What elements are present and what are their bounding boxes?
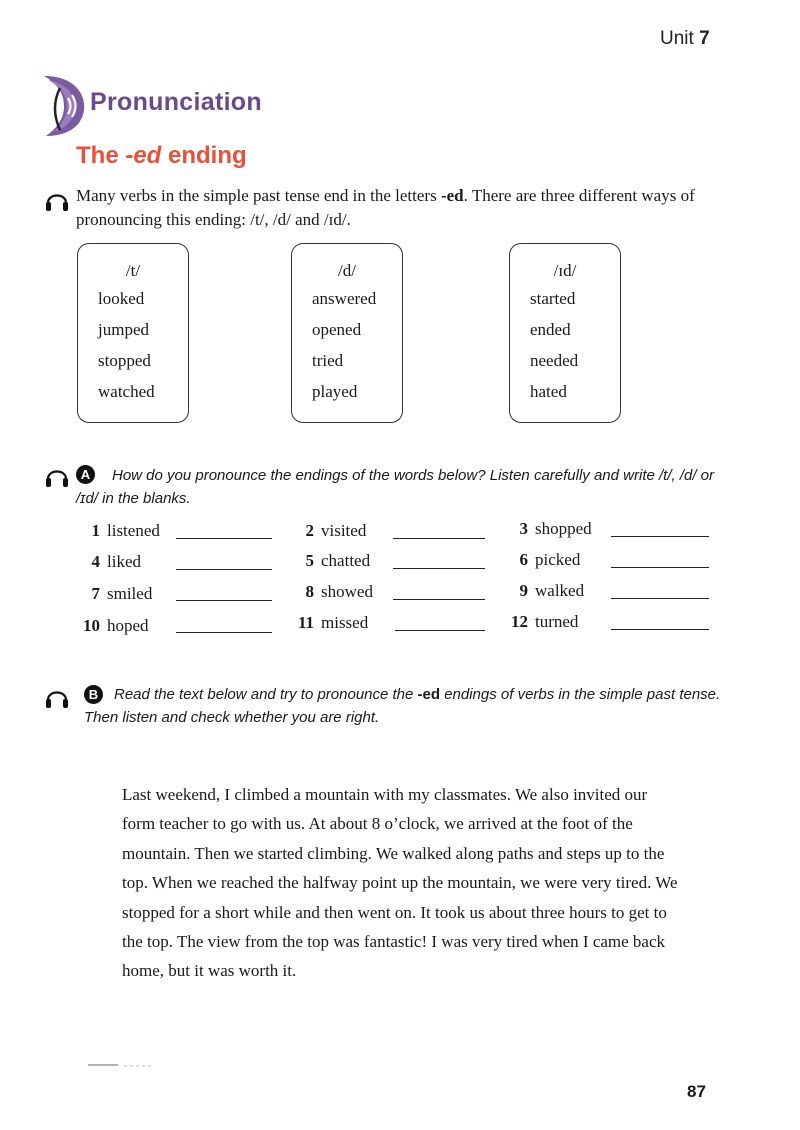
- subtitle-emphasis: -ed: [125, 142, 162, 169]
- box-word: started: [530, 289, 576, 308]
- answer-blank[interactable]: [176, 538, 272, 539]
- exercise-b-badge: B: [84, 685, 103, 704]
- box-word: watched: [98, 382, 155, 401]
- box-heading: /ɪd/: [553, 261, 577, 280]
- answer-blank[interactable]: [611, 629, 709, 630]
- exercise-item: 12 turned: [511, 612, 579, 631]
- word-box-id: [509, 243, 621, 423]
- box-word: hated: [530, 382, 567, 401]
- exercise-a-badge: A: [76, 465, 95, 484]
- exercise-item: 2 visited: [305, 521, 367, 540]
- box-word: tried: [312, 351, 344, 370]
- exercise-item: 11 missed: [297, 613, 369, 632]
- headphones-icon: [44, 463, 70, 489]
- answer-blank[interactable]: [393, 538, 485, 539]
- box-word: ended: [530, 320, 571, 339]
- answer-blank[interactable]: [176, 632, 272, 633]
- answer-blank[interactable]: [611, 536, 709, 537]
- answer-blank[interactable]: [393, 599, 485, 600]
- box-heading: /t/: [125, 261, 141, 280]
- page-number: 87: [687, 1082, 706, 1101]
- exercise-a-instruction: How do you pronounce the endings of the words below? Listen carefully and write /t/, /d/ or /ɪd/ in the blanks.: [76, 467, 715, 507]
- headphones-icon: [44, 187, 70, 213]
- answer-blank[interactable]: [395, 630, 485, 631]
- unit-number: 7: [699, 28, 710, 49]
- answer-blank[interactable]: [176, 569, 272, 570]
- exercise-b-instruction: Read the text below and try to pronounce the -ed endings of verbs in the simple past tense. Then listen and check whether you are right.: [84, 686, 721, 726]
- section-title: Pronunciation: [90, 88, 262, 116]
- pronunciation-icon: [38, 74, 88, 138]
- answer-blank[interactable]: [393, 568, 485, 569]
- box-word: jumped: [98, 320, 149, 339]
- unit-word: Unit: [660, 28, 694, 49]
- exercise-item: 9 walked: [519, 581, 585, 600]
- exercise-item: 10 hoped: [83, 616, 149, 635]
- box-word: needed: [530, 351, 579, 370]
- answer-blank[interactable]: [611, 567, 709, 568]
- intro-text: Many verbs in the simple past tense end in the letters -ed. There are three different ways of pronouncing this ending: /t/, /d/ and /ɪd/.: [76, 186, 695, 229]
- box-word: answered: [312, 289, 377, 308]
- word-box-t: [77, 243, 189, 423]
- exercise-item: 8 showed: [305, 582, 373, 601]
- section-subtitle: The -ed ending: [76, 142, 247, 169]
- scan-mark: [88, 1062, 154, 1068]
- exercise-item: 1 listened: [91, 521, 160, 540]
- box-word: played: [312, 382, 358, 401]
- exercise-item: 3 shopped: [519, 519, 592, 538]
- exercise-item: 6 picked: [519, 550, 581, 569]
- box-word: opened: [312, 320, 362, 339]
- box-word: stopped: [98, 351, 151, 370]
- unit-label: [660, 28, 710, 50]
- headphones-icon: [44, 684, 70, 710]
- exercise-item: 5 chatted: [305, 551, 371, 570]
- word-box-d: [291, 243, 403, 423]
- box-heading: /d/: [338, 261, 356, 280]
- reading-passage: Last weekend, I climbed a mountain with my classmates. We also invited our form teacher to go with us. At about 8 o’clock, we arrived at the foot of the mountain. Then we started climbing. We walked along paths and steps up to the top. When we reached the halfway point up the mountain, we were very tired. We stopped for a short while and then went on. It took us about three hours to get to the top. The view from the top was fantastic! I was very tired when I came back home, but it was worth it.: [122, 785, 678, 981]
- exercise-item: 7 smiled: [91, 584, 153, 603]
- box-word: looked: [98, 289, 145, 308]
- answer-blank[interactable]: [611, 598, 709, 599]
- exercise-item: 4 liked: [91, 552, 141, 571]
- answer-blank[interactable]: [176, 600, 272, 601]
